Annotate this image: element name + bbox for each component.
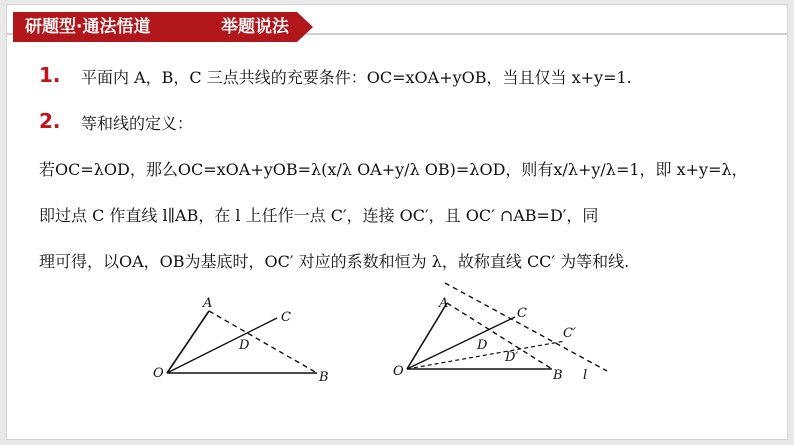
figure-triangle — [147, 293, 337, 385]
paragraph-line-1: 若OC=λOD，那么OC=xOA+yOB=λ(x/λ OA+y/λ OB)=λOD，则有x/λ+y/λ=1，即 x+y=λ， — [39, 160, 748, 179]
label-A: A — [203, 296, 213, 311]
label-A: A — [439, 296, 449, 311]
item-text-2: 等和线的定义： — [81, 114, 194, 133]
label-O: O — [393, 364, 404, 379]
label-C: C — [517, 306, 527, 321]
section-tab-label: 研题型·通法悟道 — [25, 17, 151, 37]
label-O: O — [153, 366, 164, 381]
paragraph-line-2: 即过点 C 作直线 l∥AB，在 l 上任作一点 C′，连接 OC′，且 OC′ ∩AB=D′，同 — [39, 206, 599, 225]
label-C: C — [281, 310, 291, 325]
subsection-tab-label: 举题说法 — [221, 17, 289, 37]
label-B: B — [553, 368, 563, 383]
paragraph-line-3: 理可得，以OA，OB为基底时，OC′ 对应的系数和恒为 λ，故称直线 CC′ 为等和线. — [39, 252, 630, 271]
label-D-prime: D′ — [505, 350, 519, 365]
label-C-prime: C′ — [563, 326, 576, 341]
label-B: B — [319, 370, 329, 385]
label-D: D — [477, 338, 488, 353]
label-D: D — [239, 338, 250, 353]
label-l: l — [583, 368, 588, 383]
item-number-2: 2. — [39, 109, 61, 133]
segment-AB — [209, 311, 317, 373]
segment-OA — [167, 311, 209, 373]
item-number-1: 1. — [39, 63, 61, 87]
segment-OC — [167, 318, 277, 373]
figure-equal-sum-line — [387, 277, 617, 387]
item-text-1: 平面内 A，B，C 三点共线的充要条件：OC=xOA+yOB，当且仅当 x+y=1. — [81, 68, 632, 87]
slide — [6, 4, 788, 440]
